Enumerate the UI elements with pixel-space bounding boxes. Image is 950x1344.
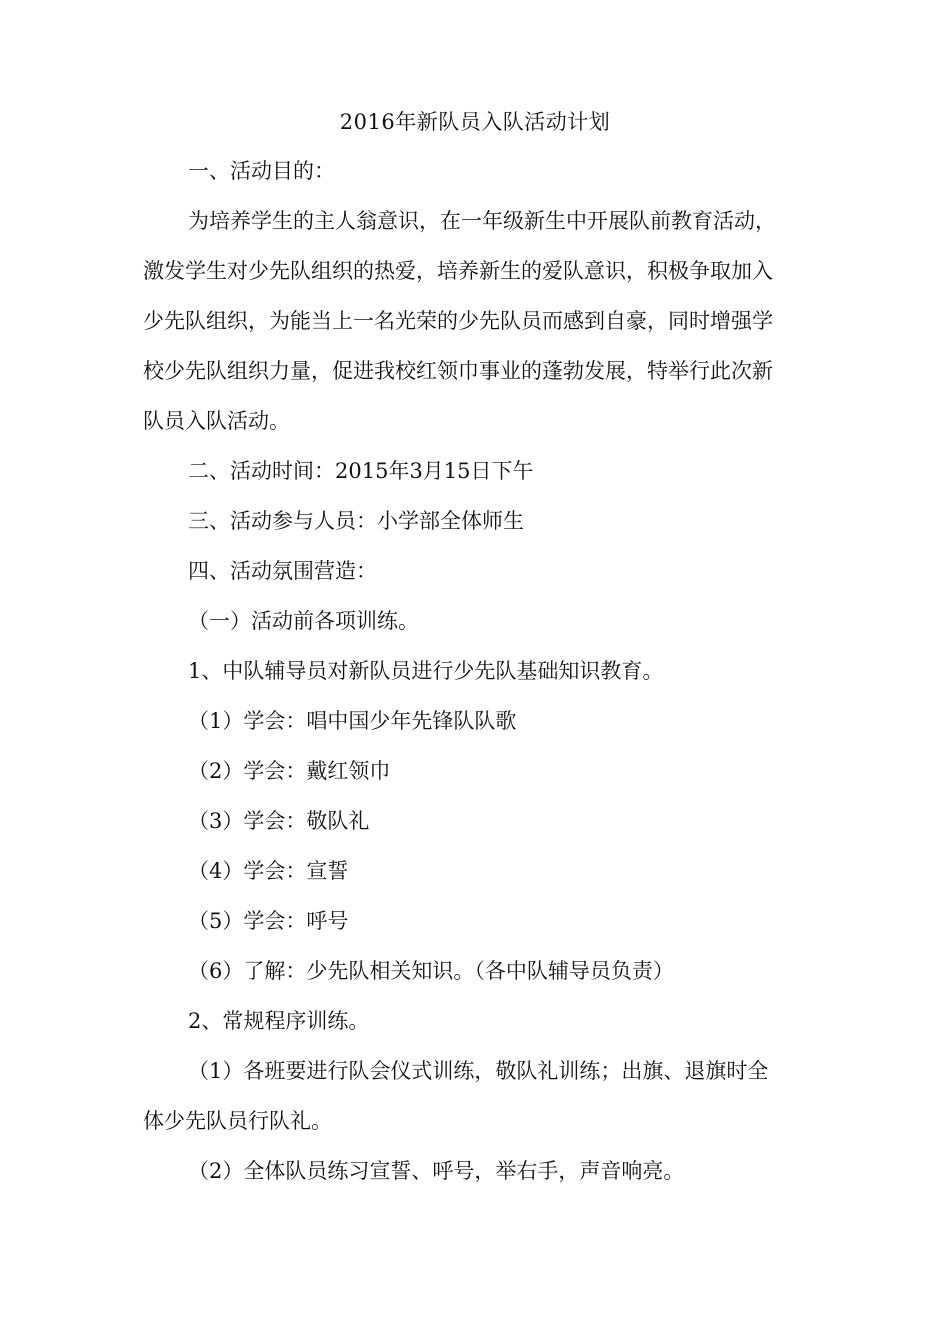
item-2-heading: 2、常规程序训练。 — [188, 1009, 370, 1033]
purpose-line-5: 队员入队活动。 — [143, 409, 290, 433]
section-time: 二、活动时间：2015年3月15日下午 — [188, 459, 534, 483]
list-item: （4）学会：宣誓 — [188, 859, 349, 883]
section-heading-purpose: 一、活动目的： — [188, 159, 335, 183]
list-item: （5）学会：呼号 — [188, 909, 349, 933]
item-1-heading: 1、中队辅导员对新队员进行少先队基础知识教育。 — [188, 659, 664, 683]
list-item: （2）学会：戴红领巾 — [188, 759, 391, 783]
section-heading-atmosphere: 四、活动氛围营造： — [188, 559, 377, 583]
item-2-paragraph-1-line-2: 体少先队员行队礼。 — [143, 1109, 332, 1133]
item-2-paragraph-1-line-1: （1）各班要进行队会仪式训练，敬队礼训练；出旗、退旗时全 — [188, 1059, 769, 1083]
list-item: （3）学会：敬队礼 — [188, 809, 370, 833]
purpose-line-1: 为培养学生的主人翁意识，在一年级新生中开展队前教育活动， — [188, 209, 776, 233]
purpose-line-3: 少先队组织，为能当上一名光荣的少先队员而感到自豪，同时增强学 — [143, 309, 773, 333]
section-participants: 三、活动参与人员：小学部全体师生 — [188, 509, 524, 533]
list-item: （1）学会：唱中国少年先锋队队歌 — [188, 709, 517, 733]
item-2-paragraph-2: （2）全体队员练习宣誓、呼号，举右手，声音响亮。 — [188, 1159, 685, 1183]
purpose-line-2: 激发学生对少先队组织的热爱，培养新生的爱队意识，积极争取加入 — [143, 259, 773, 283]
purpose-line-4: 校少先队组织力量，促进我校红领巾事业的蓬勃发展，特举行此次新 — [143, 359, 773, 383]
document-title: 2016年新队员入队活动计划 — [339, 110, 611, 134]
subsection-heading-training: （一）活动前各项训练。 — [188, 609, 419, 633]
list-item: （6）了解：少先队相关知识。（各中队辅导员负责） — [188, 959, 674, 983]
